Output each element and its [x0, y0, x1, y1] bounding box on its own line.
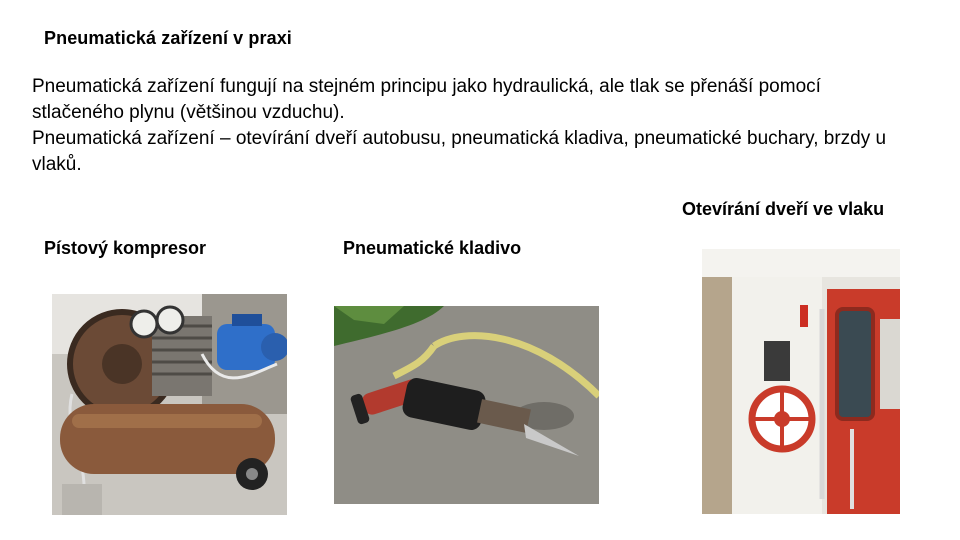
paragraph-principle: Pneumatická zařízení fungují na stejném principu jako hydraulická, ale tlak se přenáší pomocí stlačeného plynu (většinou vzduchu).: [32, 76, 821, 123]
train-door-photo: [702, 249, 900, 514]
slide-title: Pneumatická zařízení v praxi: [44, 28, 292, 48]
caption-train-door: Otevírání dveří ve vlaku: [682, 199, 885, 219]
piston-compressor-photo: [52, 294, 287, 515]
caption-pneumatic-hammer: Pneumatické kladivo: [343, 238, 522, 258]
caption-piston-compressor: Pístový kompresor: [44, 238, 207, 258]
paragraph-examples: Pneumatická zařízení – otevírání dveří autobusu, pneumatická kladiva, pneumatické buchary, brzdy u vlaků.: [32, 128, 887, 175]
pneumatic-hammer-photo: [334, 306, 599, 504]
slide-body-text: [32, 74, 912, 178]
